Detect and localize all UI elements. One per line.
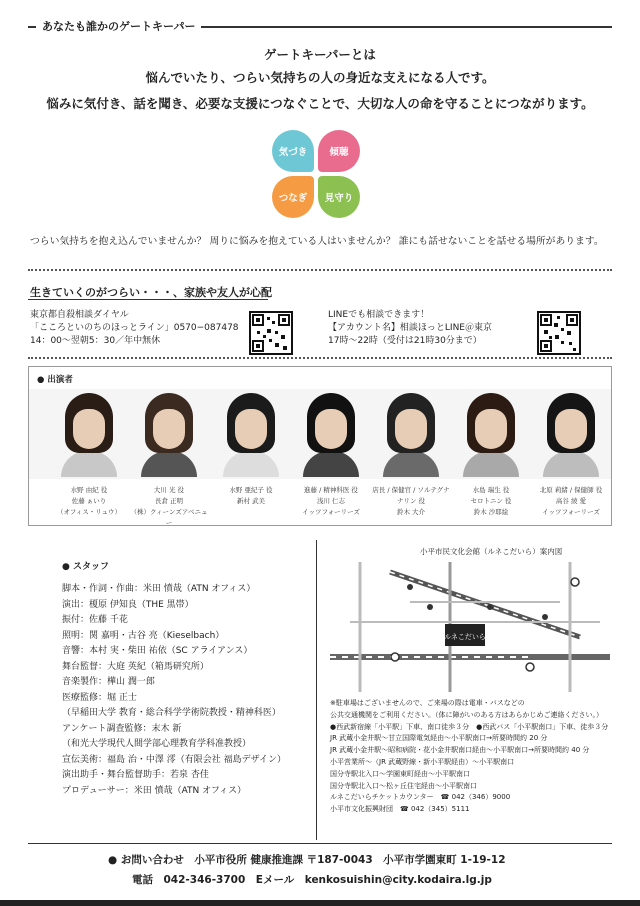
staff-list — [62, 582, 286, 799]
cast-face — [315, 409, 347, 449]
cast-role: 北原 莉緒 / 保健師 役 — [539, 486, 603, 494]
cast-face — [555, 409, 587, 449]
line-qr-code[interactable] — [537, 311, 581, 355]
cast-body — [543, 451, 599, 477]
staff-credit: アンケート調査監修：末木 新 — [62, 723, 182, 734]
access-note: ※駐車場はございませんので、ご来場の際は電車・バスなどの — [330, 699, 525, 707]
access-note: ●西武新宿線「小平駅」下車、南口徒歩３分 ●西武バス「小平駅南口」下車、徒歩３分 — [330, 722, 609, 731]
cast-caption — [49, 485, 129, 518]
cast-face — [235, 409, 267, 449]
line-consult-intro: LINEでも相談できます！ — [328, 310, 430, 320]
consult-title-underline — [28, 299, 268, 300]
contact-phone-email: 電話 042-346-3700 Eメール kenkosuishin@city.kodaira.lg.jp — [132, 874, 492, 886]
cast-face — [475, 409, 507, 449]
cast-role: 進藤 / 精神科医 役 — [304, 486, 358, 494]
contact-address: ● お問い合わせ 小平市役所 健康推進課 〒187-0043 小平市学園東町 1-19-12 — [108, 854, 506, 866]
cast-caption — [129, 485, 209, 529]
staff-credit: 照明：関 嘉明・古谷 亮（Kieselbach） — [62, 630, 225, 641]
cast-role: 水野 亜紀子 役 — [229, 486, 273, 494]
cast-heading: ● 出演者 — [37, 375, 73, 385]
cast-name: 浅川 仁志 — [316, 497, 346, 505]
cast-agency: イッツフォーリーズ — [542, 508, 600, 516]
clover-petal-connecting: つなぎ — [272, 176, 314, 218]
line-consult-info — [328, 309, 492, 348]
clover-logo — [272, 130, 360, 218]
staff-credit: 宣伝美術：福島 治・中澤 澪（有限会社 福島デザイン） — [62, 754, 286, 765]
staff-credit: プロデューサー：米田 憤哉（ATN オフィス） — [62, 785, 247, 796]
cast-name: 長倉 正明 — [154, 497, 184, 505]
access-note: ルネこだいらチケットカウンター ☎ 042（346）9000 — [330, 793, 511, 802]
bottom-bar — [0, 900, 640, 906]
staff-credit: （早稲田大学 教育・総合科学学術院教授・精神科医） — [62, 708, 281, 718]
footer-rule — [28, 843, 612, 844]
cast-photo — [379, 393, 443, 477]
cast-photos — [29, 389, 611, 479]
cast-name: 高谷 綾 愛 — [555, 497, 587, 505]
access-note: 国分寺駅北入口〜学園東町経由〜小平駅南口 — [330, 769, 470, 778]
cast-photo — [539, 393, 603, 477]
cast-panel — [28, 366, 612, 526]
phone-consult-name: 東京都自殺相談ダイヤル — [30, 310, 129, 320]
access-note: JR 武蔵小金井駅〜昭和病院・花小金井駅南口経由〜小平駅南口→所要時間約 40 分 — [330, 746, 590, 755]
line-consult-hours: 17時〜22時（受付は21時30分まで） — [328, 336, 482, 346]
section-header — [28, 18, 612, 34]
cast-caption — [531, 485, 611, 518]
access-notes — [330, 698, 608, 816]
cast-body — [383, 451, 439, 477]
cast-role: 水島 瑞生 役 — [472, 486, 510, 494]
cast-body — [141, 451, 197, 477]
cast-caption — [291, 485, 371, 518]
phone-qr-code[interactable] — [249, 311, 293, 355]
lead-definition: 悩んでいたり、つらい気持ちの人の身近な支えになる人です。 — [145, 70, 495, 85]
cast-name: 鈴木 大介 — [396, 508, 426, 516]
cast-body — [303, 451, 359, 477]
cast-agency: 鈴木 沙耶絵 — [473, 508, 509, 516]
phone-consult-hours: 14：00〜翌朝5：30／年中無休 — [30, 336, 161, 346]
cast-photo — [57, 393, 121, 477]
consult-title: 生きていくのがつらい・・・、家族や友人が心配 — [30, 286, 272, 299]
cast-body — [61, 451, 117, 477]
dotted-divider-2 — [28, 357, 612, 359]
cast-role: 水野 由紀 役 — [70, 486, 108, 494]
header-title: あなたも誰かのゲートキーパー — [36, 18, 201, 34]
access-note: 小平市文化振興財団 ☎ 042（345）5111 — [330, 805, 470, 814]
clover-petal-awareness: 気づき — [272, 130, 314, 172]
column-divider — [316, 540, 317, 840]
lead-heading: ゲートキーパーとは — [264, 47, 376, 62]
map-title: 小平市民文化会館（ルネこだいら）案内図 — [420, 547, 563, 556]
phone-consult-number: 「こころといのちのほっとライン」0570−087478 — [30, 323, 239, 333]
staff-credit: （和光大学現代人間学部心理教育学科准教授） — [62, 739, 252, 749]
staff-credit: 脚本・作詞・作曲：米田 憤哉（ATN オフィス） — [62, 584, 256, 594]
cast-body — [223, 451, 279, 477]
lead-description: 悩みに気付き、話を聞き、必要な支援につなぐことで、大切な人の命を守ることにつながります。 — [46, 96, 594, 111]
cast-role: 大川 光 役 — [153, 486, 185, 494]
cast-face — [73, 409, 105, 449]
cast-name: 新村 武美 — [236, 497, 266, 505]
map-venue-label: ルネこだいら — [444, 633, 486, 641]
staff-credit: 舞台監督：大庭 英紀（箱馬研究所） — [62, 661, 209, 672]
cast-face — [395, 409, 427, 449]
access-note: 公共交通機関をご利用ください。（体に障がいのある方はあらかじめご連絡ください。） — [330, 710, 603, 719]
cast-name: セロトニン 役 — [470, 497, 512, 505]
cast-agency: （株）クィーンズアベニュー — [130, 508, 208, 527]
question-text: つらい気持ちを抱え込んでいませんか？ 周りに悩みを抱えている人はいませんか？ 誰にも話せないことを話せる場所があります。 — [30, 236, 604, 247]
staff-credit: 医療監修：堀 正士 — [62, 692, 137, 703]
cast-photo — [137, 393, 201, 477]
staff-credit: 演出助手・舞台監督助手：若泉 杏佳 — [62, 770, 209, 780]
staff-credit: 音楽製作：樺山 潤一郎 — [62, 677, 155, 687]
cast-photo — [219, 393, 283, 477]
cast-role: 店長 / 保健官 / ソルテグナナリン 役 — [372, 486, 450, 505]
phone-consult-info — [30, 309, 239, 348]
cast-photo — [299, 393, 363, 477]
access-map — [330, 562, 610, 692]
staff-heading: ● スタッフ — [62, 562, 109, 572]
access-note: JR 武蔵小金井駅〜甘立国際電気経由〜小平駅南口→所要時間約 20 分 — [330, 734, 548, 743]
clover-petal-listening: 傾聴 — [318, 130, 360, 172]
cast-caption — [211, 485, 291, 507]
line-consult-account: 【アカウント名】相談ほっとLINE＠東京 — [328, 323, 492, 333]
dotted-divider — [28, 269, 612, 271]
clover-petal-watching: 見守り — [318, 176, 360, 218]
staff-credit: 演出：榎原 伊知良（THE 黒帯） — [62, 599, 194, 610]
cast-caption — [451, 485, 531, 518]
staff-credit: 音響：本村 実・柴田 祐依（SC アライアンス） — [62, 646, 253, 656]
cast-body — [463, 451, 519, 477]
access-note: 国分寺駅北入口〜松ヶ丘住宅経由〜小平駅南口 — [330, 781, 477, 790]
access-note: 小平営業所〜（JR 武蔵野線・新小平駅経由）〜小平駅南口 — [330, 757, 515, 766]
cast-agency: （オフィス・リュウ） — [56, 508, 122, 516]
cast-caption — [371, 485, 451, 518]
staff-credit: 振付：佐藤 千花 — [62, 615, 128, 625]
cast-agency: イッツフォーリーズ — [302, 508, 360, 516]
cast-photo — [459, 393, 523, 477]
cast-face — [153, 409, 185, 449]
cast-name: 佐藤 ぁいり — [71, 497, 107, 505]
